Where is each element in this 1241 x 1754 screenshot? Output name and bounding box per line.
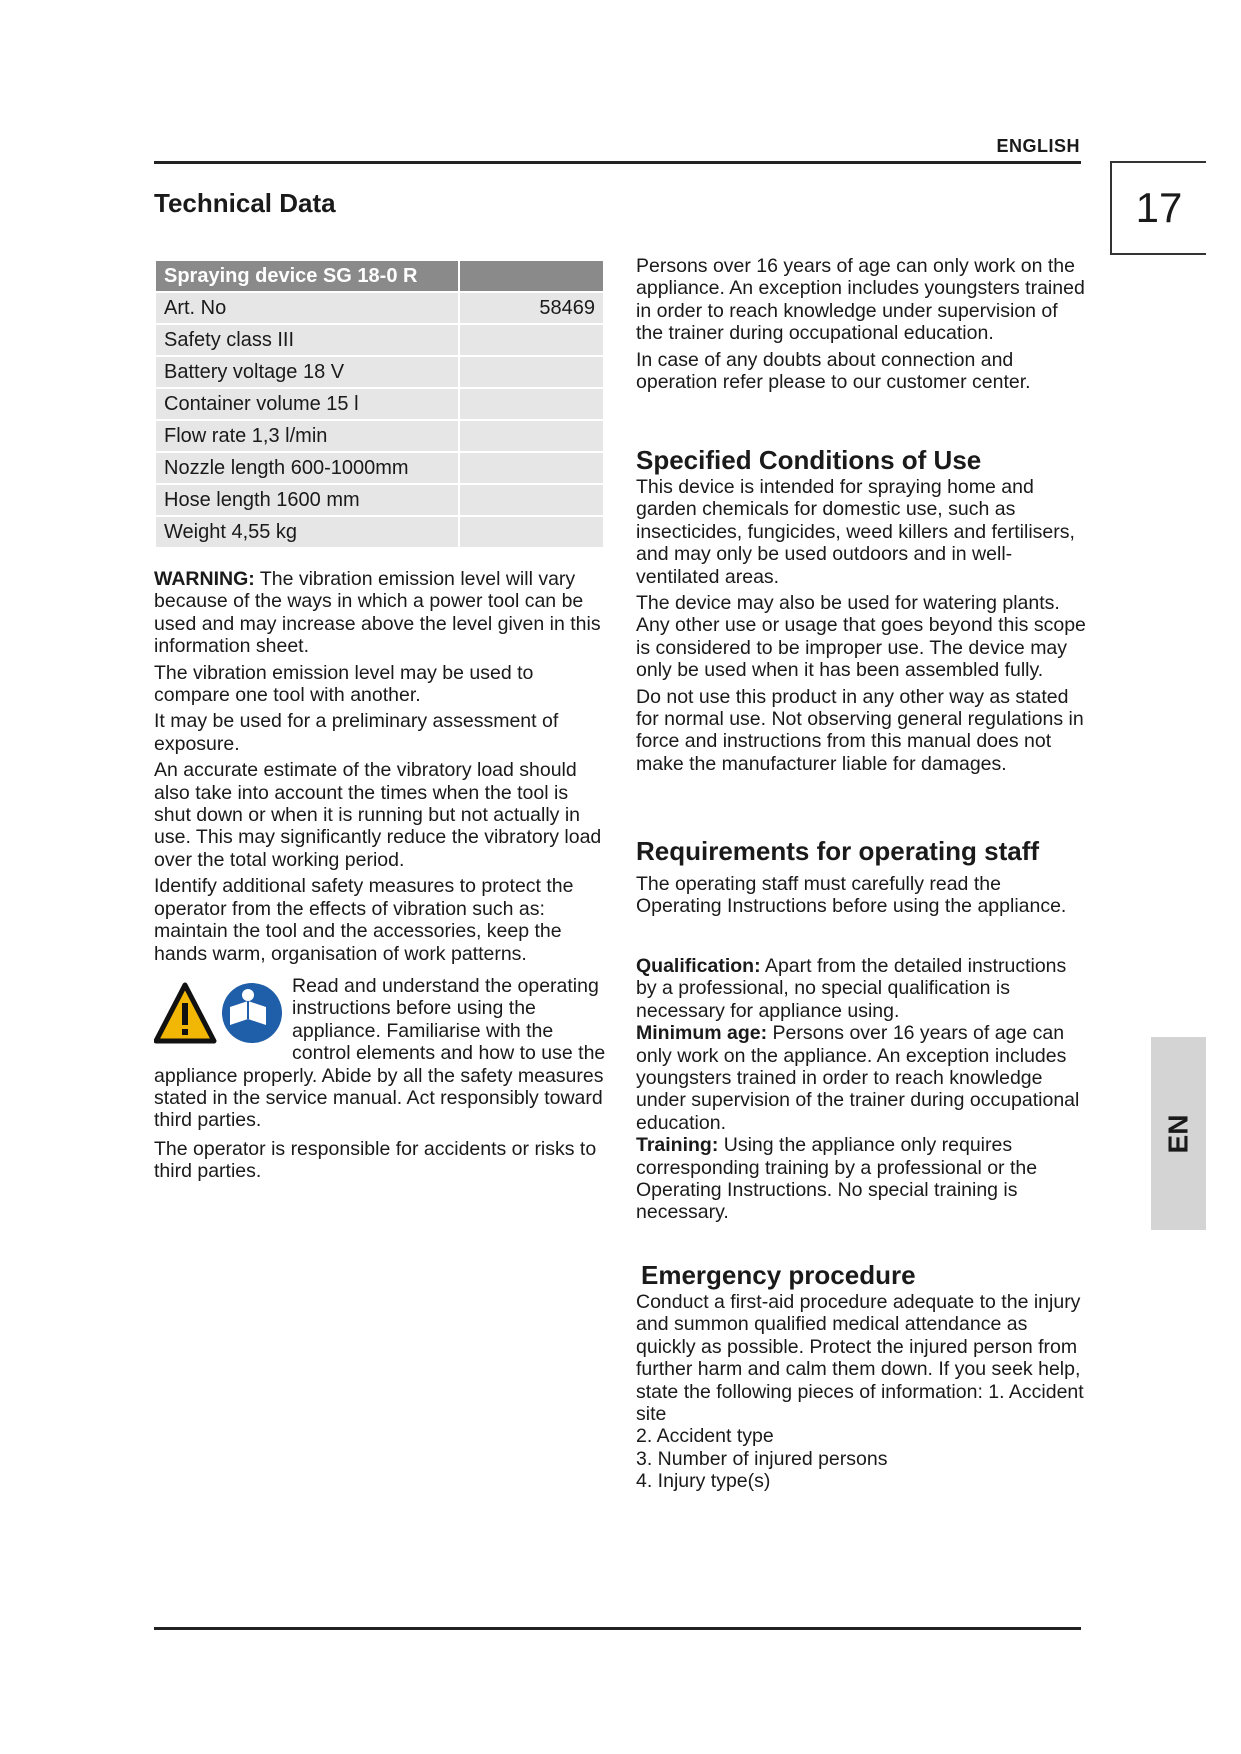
page-title: Technical Data <box>154 188 336 218</box>
spec-label: Battery voltage 18 V <box>156 357 458 387</box>
language-tab <box>1151 1037 1206 1230</box>
read-manual-icon <box>222 983 282 1043</box>
emergency-heading: Emergency procedure <box>641 1260 916 1290</box>
staff-paragraph: The operating staff must carefully read the Operating Instructions before using the appliance. <box>636 873 1067 918</box>
minimum-age-paragraph <box>636 1022 1086 1134</box>
spec-value: 58469 <box>460 293 603 323</box>
emergency-section <box>636 1259 1086 1493</box>
spec-label: Flow rate 1,3 l/min <box>156 421 458 451</box>
use-paragraph-3: Do not use this product in any other way as stated for normal use. Not observing general regulations in force and instructions from this manual does not make the manufacturer liable for damages. <box>636 685 1084 775</box>
language-tab-label: EN <box>1162 1114 1194 1153</box>
table-row <box>156 453 603 483</box>
table-row <box>156 421 603 451</box>
use-paragraph-2: The device may also be used for watering plants. Any other use or usage that goes beyond this scope is considered to be improper use. The device may only be used when it has been assembled fully. <box>636 592 1086 682</box>
operator-responsibility-paragraph: The operator is responsible for accidents or risks to third parties. <box>154 1137 597 1183</box>
list-item: 2. Accident type <box>636 1425 774 1448</box>
spec-label: Hose length 1600 mm <box>156 485 458 515</box>
language-label: ENGLISH <box>996 136 1080 156</box>
compare-paragraph: The vibration emission level may be used to compare one tool with another. <box>154 661 534 707</box>
warning-label: WARNING: <box>154 568 255 590</box>
safety-icons-graphic <box>154 981 284 1047</box>
spec-label: Nozzle length 600-1000mm <box>156 453 458 483</box>
qualification-label: Qualification: <box>636 955 761 977</box>
bottom-rule <box>154 1627 1081 1630</box>
table-row <box>156 517 603 547</box>
left-column <box>154 568 609 1187</box>
spec-value <box>460 389 603 419</box>
use-paragraph-1: This device is intended for spraying home and garden chemicals for domestic use, such as insecticides, fungicides, weed killers and fertilisers, and may only be used outdoors and in well-ventilated areas. <box>636 476 1075 588</box>
accurate-estimate-paragraph: An accurate estimate of the vibratory load should also take into account the times when the tool is shut down or when it is running but not actually in use. This may significantly reduce the vibratory load over the total working period. <box>154 759 602 871</box>
spec-value <box>460 453 603 483</box>
conditions-of-use-section <box>636 444 1086 779</box>
spec-label: Weight 4,55 kg <box>156 517 458 547</box>
spec-table <box>154 259 605 549</box>
minimum-age-text: Persons over 16 years of age can only work on the appliance. An exception includes youngsters trained in order to reach knowledge under supervision of the trainer during occupational education. <box>636 1022 1080 1134</box>
training-label: Training: <box>636 1134 719 1157</box>
training-paragraph <box>636 1134 1086 1224</box>
spec-label: Art. No <box>156 293 458 323</box>
age-info-section <box>636 255 1086 397</box>
spec-value <box>460 357 603 387</box>
spec-label: Safety class III <box>156 325 458 355</box>
table-row <box>156 293 603 323</box>
spec-table-heading: Spraying device SG 18-0 R <box>156 261 458 291</box>
read-instructions-paragraph: Read and understand the operating instructions before using the appliance. Familiarise with the control elements and how to use the appliance properly. Abide by all the safety measures stated in the service manual. Act responsibly toward third parties. <box>154 974 606 1132</box>
minimum-age-label: Minimum age: <box>636 1022 768 1045</box>
conditions-of-use-heading: Specified Conditions of Use <box>636 445 982 475</box>
spec-table-header <box>156 261 603 291</box>
table-row <box>156 485 603 515</box>
warning-text: The vibration emission level will vary because of the ways in which a power tool can be used and may increase above the level given in this information sheet. <box>154 568 601 658</box>
persons-age-paragraph: Persons over 16 years of age can only work on the appliance. An exception includes youngsters trained in order to reach knowledge under supervision of the trainer during occupational education. <box>636 255 1085 345</box>
spec-value <box>460 325 603 355</box>
qualification-text: Apart from the detailed instructions by a professional, no special qualification is necessary for appliance using. <box>636 955 1067 1022</box>
table-row <box>156 357 603 387</box>
spec-value <box>460 517 603 547</box>
qualification-section <box>636 955 1086 1224</box>
table-row <box>156 389 603 419</box>
doubts-paragraph: In case of any doubts about connection and operation refer please to our customer center. <box>636 348 1031 394</box>
safety-icons <box>154 981 284 1047</box>
safety-measures-paragraph: Identify additional safety measures to protect the operator from the effects of vibration such as: maintain the tool and the accessories, keep the hands warm, organisation of work patterns. <box>154 875 574 965</box>
page-number: 17 <box>1110 161 1206 255</box>
warning-paragraph <box>154 568 609 658</box>
list-item: 3. Number of injured persons <box>636 1447 888 1470</box>
qualification-paragraph <box>636 955 1086 1022</box>
spec-value <box>460 421 603 451</box>
preliminary-paragraph: It may be used for a preliminary assessment of exposure. <box>154 710 559 755</box>
top-rule <box>154 161 1081 164</box>
operating-staff-section <box>636 835 1086 922</box>
list-item: 4. Injury type(s) <box>636 1470 771 1493</box>
warning-triangle-icon <box>156 985 214 1041</box>
spec-table-heading-blank <box>460 261 603 291</box>
training-text: Using the appliance only requires corresponding training by a professional or the Operating Instructions. No special training is necessary. <box>636 1134 1038 1224</box>
operating-staff-heading: Requirements for operating staff <box>636 836 1040 866</box>
table-row <box>156 325 603 355</box>
emergency-paragraph: Conduct a first-aid procedure adequate to the injury and summon qualified medical attendance as quickly as possible. Protect the injured person from further harm and calm them down. If you seek help, state the following pieces of information: 1. Accident site <box>636 1291 1084 1426</box>
spec-label: Container volume 15 l <box>156 389 458 419</box>
read-instructions-block <box>154 975 609 1132</box>
spec-value <box>460 485 603 515</box>
